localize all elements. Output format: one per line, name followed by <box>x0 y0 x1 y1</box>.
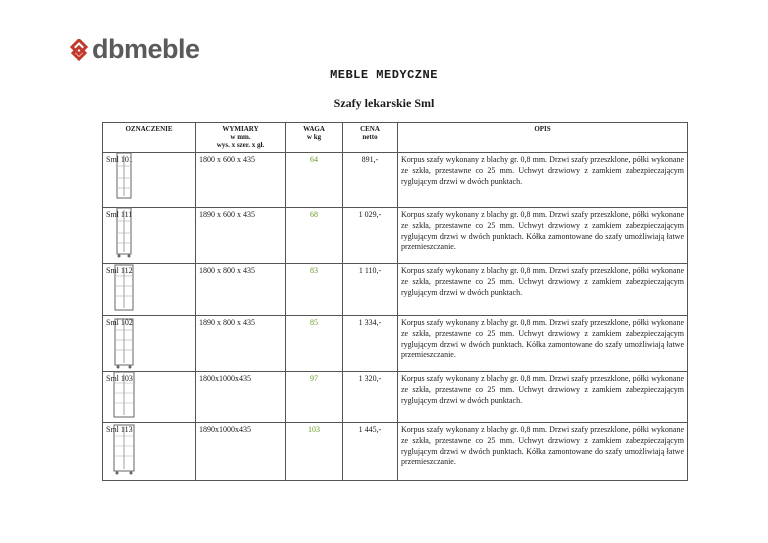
cell-dims: 1890 x 800 x 435 <box>196 316 286 372</box>
cell-code: Sml 102 <box>103 316 196 372</box>
cell-weight: 103 <box>286 423 343 481</box>
cell-dims: 1800 x 600 x 435 <box>196 153 286 208</box>
cell-weight: 83 <box>286 264 343 316</box>
cell-weight: 85 <box>286 316 343 372</box>
cell-price: 1 029,- <box>343 208 398 264</box>
cell-price: 891,- <box>343 153 398 208</box>
cabinet-image <box>113 318 133 370</box>
logo-mark-icon <box>70 39 88 61</box>
cabinet-icon <box>112 371 136 419</box>
header-opis: OPIS <box>398 123 688 153</box>
cabinet-icon <box>113 264 135 312</box>
cabinet-icon <box>114 152 134 200</box>
cell-price: 1 334,- <box>343 316 398 372</box>
document-title: MEBLE MEDYCZNE <box>330 68 438 82</box>
cell-code: Sml 101 <box>103 153 196 208</box>
cell-code: Sml 103 <box>103 372 196 423</box>
document-subtitle: Szafy lekarskie Sml <box>333 96 435 110</box>
table-row <box>103 153 688 208</box>
table-row <box>103 208 688 264</box>
table-row <box>103 372 688 423</box>
table-header-row <box>103 123 688 153</box>
table-row <box>103 316 688 372</box>
cell-code: Sml 112 <box>103 264 196 316</box>
header-cena: CENA netto <box>343 123 398 153</box>
cell-desc: Korpus szafy wykonany z blachy gr. 0,8 mm. Drzwi szafy przeszklone, półki wykonane ze szkła, przestawne co 25 mm. Uchwyt drzwiowy z zamkiem zabezpieczającym ryglującym drzwi w dwóch punktach. Kółka zamontowane do szafy umożliwiają łatwe przemieszczanie. <box>398 423 688 481</box>
cabinet-image <box>114 152 134 200</box>
cell-dims: 1800 x 800 x 435 <box>196 264 286 316</box>
cell-price: 1 110,- <box>343 264 398 316</box>
cell-desc: Korpus szafy wykonany z blachy gr. 0,8 mm. Drzwi szafy przeszklone, półki wykonane ze szkła, przestawne co 25 mm. Uchwyt drzwiowy z zamkiem zabezpieczającym ryglującym drzwi w dwóch punktach. <box>398 372 688 423</box>
header-wymiary: WYMIARY w mm. wys. x szer. x gł. <box>196 123 286 153</box>
cell-weight: 97 <box>286 372 343 423</box>
cell-weight: 68 <box>286 208 343 264</box>
cell-code: Sml 111 <box>103 208 196 264</box>
cell-desc: Korpus szafy wykonany z blachy gr. 0,8 mm. Drzwi szafy przeszklone, półki wykonane ze szkła, przestawne co 25 mm. Uchwyt drzwiowy z zamkiem zabezpieczającym ryglującym drzwi w dwóch punktach. Kółka zamontowane do szafy umożliwiają łatwe przemieszczanie. <box>398 316 688 372</box>
cell-desc: Korpus szafy wykonany z blachy gr. 0,8 mm. Drzwi szafy przeszklone, półki wykonane ze szkła, przestawne co 25 mm. Uchwyt drzwiowy z zamkiem zabezpieczającym ryglującym drzwi w dwóch punktach. <box>398 264 688 316</box>
cell-price: 1 320,- <box>343 372 398 423</box>
cabinet-icon <box>112 424 136 476</box>
cabinet-icon <box>114 207 134 259</box>
cell-weight: 64 <box>286 153 343 208</box>
cell-dims: 1890 x 600 x 435 <box>196 208 286 264</box>
header-waga: WAGA w kg <box>286 123 343 153</box>
product-table <box>102 122 688 481</box>
cell-price: 1 445,- <box>343 423 398 481</box>
table-row <box>103 264 688 316</box>
cabinet-icon <box>113 318 135 370</box>
table-row <box>103 423 688 481</box>
cell-code: Sml 113 <box>103 423 196 481</box>
brand-name: dbmeble <box>92 34 200 64</box>
header-oznaczenie: OZNACZENIE <box>103 123 196 153</box>
cabinet-image <box>114 207 134 259</box>
cell-dims: 1800x1000x435 <box>196 372 286 423</box>
cell-desc: Korpus szafy wykonany z blachy gr. 0,8 mm. Drzwi szafy przeszklone, półki wykonane ze szkła, przestawne co 25 mm. Uchwyt drzwiowy z zamkiem zabezpieczającym ryglującym drzwi w dwóch punktach. <box>398 153 688 208</box>
cell-dims: 1890x1000x435 <box>196 423 286 481</box>
cabinet-image <box>113 264 133 312</box>
cell-desc: Korpus szafy wykonany z blachy gr. 0,8 mm. Drzwi szafy przeszklone, półki wykonane ze szkła, przestawne co 25 mm. Uchwyt drzwiowy z zamkiem zabezpieczającym ryglującym drzwi w dwóch punktach. Kółka zamontowane do szafy umożliwiają łatwe przemieszczanie. <box>398 208 688 264</box>
cabinet-image <box>112 424 132 476</box>
brand-logo <box>70 34 200 65</box>
cabinet-image <box>112 371 132 419</box>
